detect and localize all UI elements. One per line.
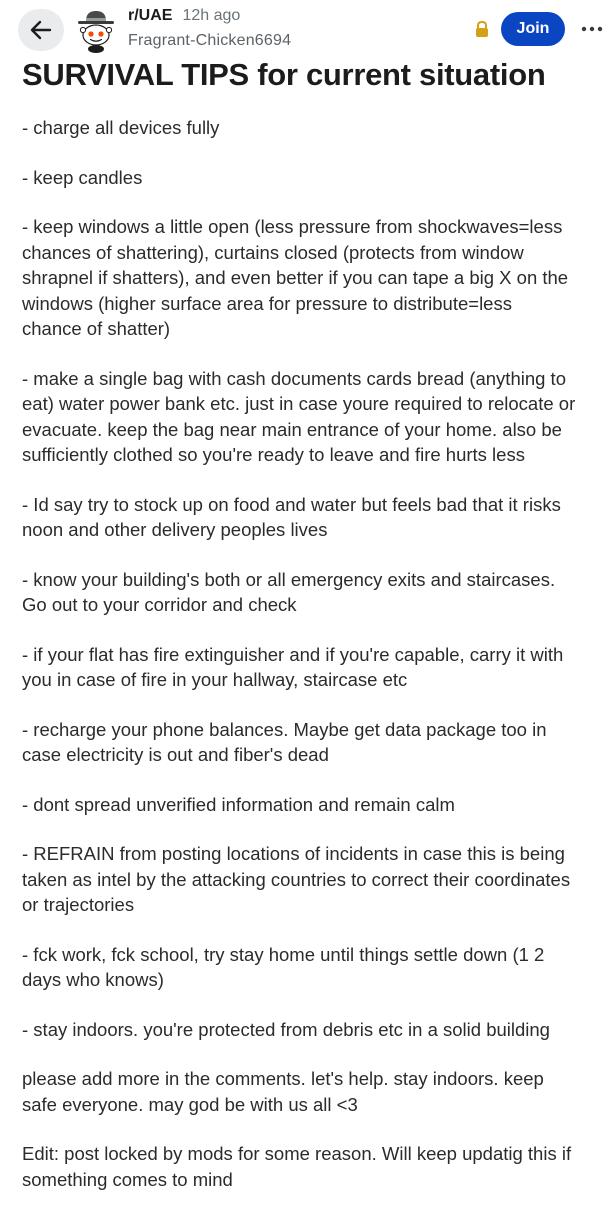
post-paragraph: - know your building's both or all emergency exits and staircases. Go out to your corridor and check [22, 568, 556, 615]
post-body [22, 115, 612, 1216]
post-paragraph: - stay indoors. you're protected from debris etc in a solid building [22, 1018, 550, 1040]
author-name[interactable]: Fragrant-Chicken6694 [128, 32, 292, 49]
post-paragraph: please add more in the comments. let's help. stay indoors. keep safe everyone. may god be with us all <3 [22, 1068, 544, 1115]
post-paragraph: - keep candles [22, 166, 143, 188]
post-paragraph: - if your flat has fire extinguisher and if you're capable, carry it with you in case of fire in your hallway, staircase etc [22, 643, 564, 690]
post-title: SURVIVAL TIPS for current situation [22, 57, 546, 92]
post-paragraph: - REFRAIN from posting locations of incidents in case this is being taken as intel by the attacking countries to correct their coordinates or trajectories [22, 843, 571, 915]
lock-icon [474, 20, 490, 38]
subreddit-name[interactable]: r/UAE [128, 7, 173, 24]
post-paragraph: - dont spread unverified information and remain calm [22, 793, 455, 815]
subreddit-avatar[interactable] [72, 6, 120, 54]
post-paragraph: - keep windows a little open (less pressure from shockwaves=less chances of shattering), curtains closed (protects from window shrapnel if shatters), and even better if you can tape a big X on the windows (higher surface area for pressure to distribute=less chance of shatter) [22, 216, 569, 339]
post-paragraph: - Id say try to stock up on food and water but feels bad that it risks noon and other delivery peoples lives [22, 493, 561, 540]
post-paragraph: - charge all devices fully [22, 117, 220, 138]
post-paragraph: - recharge your phone balances. Maybe get data package too in case electricity is out and fiber's dead [22, 718, 547, 765]
post-paragraph: - make a single bag with cash documents cards bread (anything to eat) water power bank etc. just in case youre required to relocate or evacuate. keep the bag near main entrance of your home. also be sufficiently clothed so you're ready to leave and fire hurts less [22, 367, 576, 465]
more-options-button[interactable] [580, 17, 604, 41]
back-button[interactable] [18, 9, 64, 51]
more-horizontal-icon [581, 26, 603, 32]
post-meta [128, 8, 291, 49]
arrow-left-icon [30, 20, 52, 40]
post-paragraph: Edit: post locked by mods for some reason. Will keep updatig this if something comes to mind [22, 1143, 572, 1190]
post-paragraph: - fck work, fck school, try stay home until things settle down (1 2 days who knows) [22, 943, 545, 990]
post-time: 12h ago [182, 7, 241, 24]
snoo-avatar-icon [72, 6, 120, 54]
post-header [0, 0, 614, 58]
join-button[interactable]: Join [501, 12, 565, 46]
